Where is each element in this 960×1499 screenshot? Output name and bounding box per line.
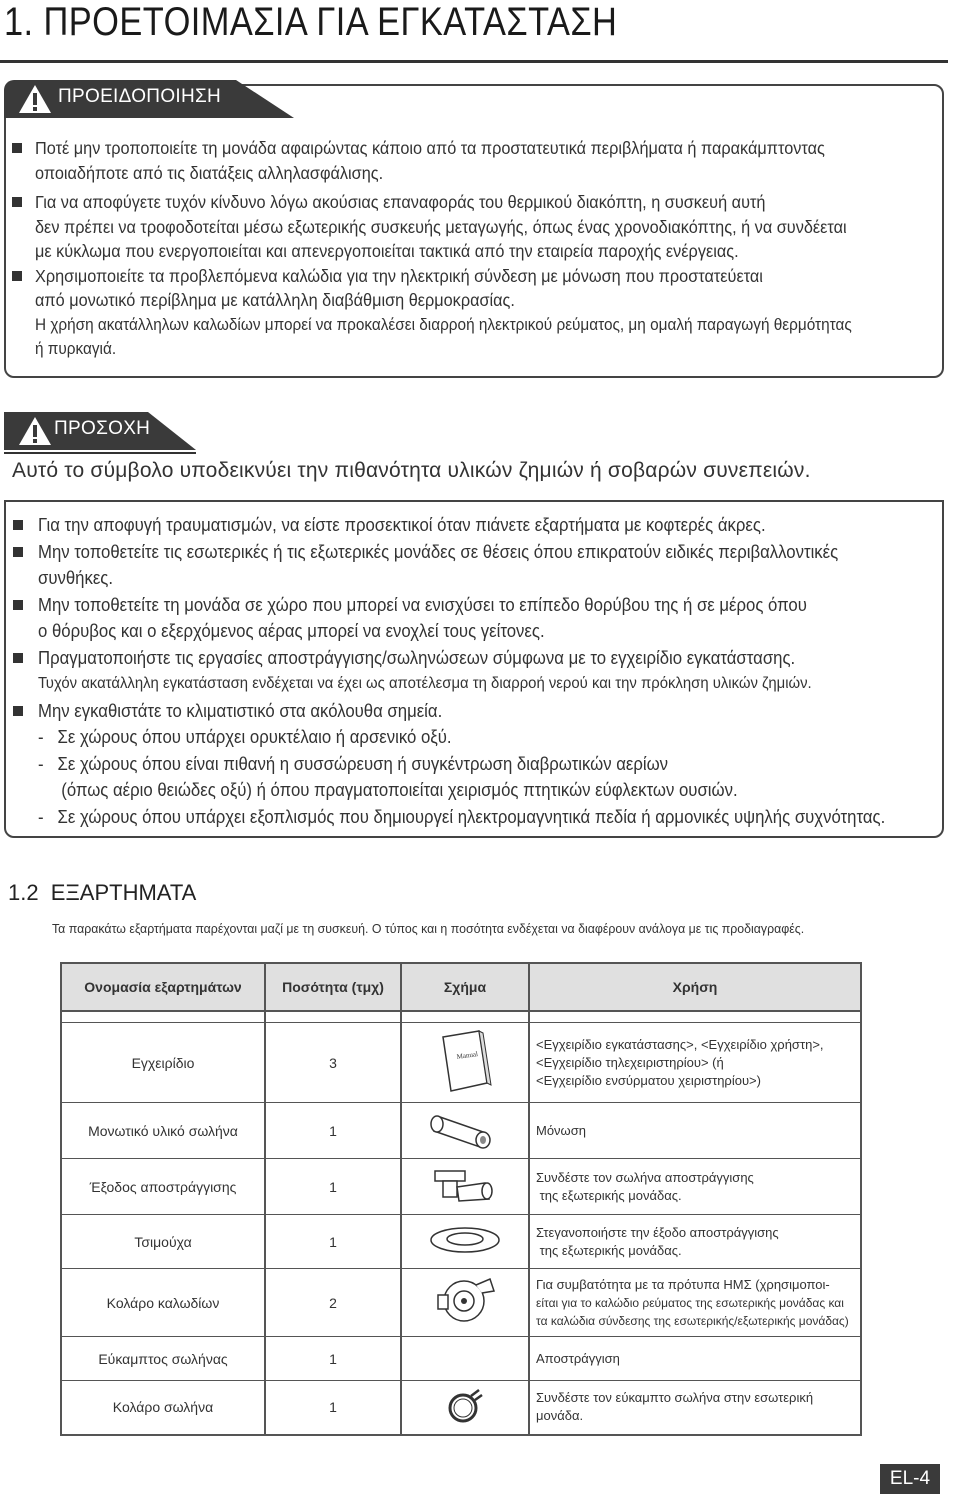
accessory-shape [401, 1269, 529, 1337]
accessory-use: Στεγανοποιήστε την έξοδο αποστράγγισης της εξωτερικής μονάδας. [529, 1215, 861, 1269]
page-title: 1. ΠΡΟΕΤΟΙΜΑΣΙΑ ΓΙΑ ΕΓΚΑΤΑΣΤΑΣΗ [4, 0, 618, 44]
square-bullet-icon [13, 600, 23, 610]
accessory-qty: 1 [265, 1381, 401, 1435]
table-row [61, 1159, 861, 1215]
warning-item: Για να αποφύγετε τυχόν κίνδυνο λόγω ακούσιας επαναφοράς του θερμικού διακόπτη, η συσκευή αυτή δεν πρέπει να τροφοδοτείται μέσω εξωτερικής συσκευής μεταγωγής, όπως ένας χρονοδιακόπτης, ή να συνδέεται με κύκλωμα που ενεργοποιείται και απενεργοποιείται τακτικά από την εταιρεία παροχής ενέργειας. [35, 190, 935, 264]
accessory-qty: 1 [265, 1215, 401, 1269]
square-bullet-icon [12, 143, 22, 153]
square-bullet-icon [13, 547, 23, 557]
accessory-shape [401, 1381, 529, 1435]
accessory-use: Συνδέστε τον σωλήνα αποστράγγισης της εξωτερικής μονάδας. [529, 1159, 861, 1215]
drain-outlet-icon [429, 1161, 501, 1209]
square-bullet-icon [13, 653, 23, 663]
table-row [61, 1103, 861, 1159]
caution-item: Μην τοποθετείτε τις εσωτερικές ή τις εξωτερικές μονάδες σε θέσεις όπου επικρατούν ειδικές περιβαλλοντικές συνθήκες. [38, 539, 938, 592]
column-header: Ονομασία εξαρτημάτων [61, 963, 265, 1011]
accessory-shape [401, 1023, 529, 1103]
accessory-use: Για συμβατότητα με τα πρότυπα ΗΜΣ (χρησιμοποι- είται για το καλώδιο ρεύματος της εσωτερικής μονάδας και τα καλώδια σύνδεσης της εσωτερικής/εξωτερικής μονάδας) [529, 1269, 861, 1337]
accessory-use: Συνδέστε τον εύκαμπτο σωλήνα στην εσωτερική μονάδα. [529, 1381, 861, 1435]
caution-underline [4, 452, 196, 454]
caution-label: ΠΡΟΣΟΧΗ [54, 418, 151, 439]
square-bullet-icon [12, 271, 22, 281]
accessory-use: Μόνωση [529, 1103, 861, 1159]
warning-item: Ποτέ μην τροποποιείτε τη μονάδα αφαιρώντας κάποιο από τα προστατευτικά περιβλήματα ή παρακάμπτοντας οποιαδήποτε από τις διατάξεις αλληλασφάλισης. [35, 136, 935, 185]
accessory-name: Τσιμούχα [61, 1215, 265, 1269]
warning-item: Χρησιμοποιείτε τα προβλεπόμενα καλώδια για την ηλεκτρική σύνδεση με μόνωση που προστατεύεται από μονωτικό περίβλημα με κατάλληλη διαβάθμιση θερμοκρασίας. Η χρήση ακατάλληλων καλωδίων μπορεί να προκαλέσει διαρροή ηλεκτρικού ρεύματος, μη ομαλή παραγωγή θερμότητας ή πυρκαγιά. [35, 264, 935, 362]
column-header: Χρήση [529, 963, 861, 1011]
accessory-name: Κολάρο σωλήνα [61, 1381, 265, 1435]
insulation-tube-icon [430, 1109, 500, 1149]
accessory-name: Εγχειρίδιο [61, 1023, 265, 1103]
hose-clamp-icon [445, 1386, 485, 1426]
accessory-name: Εύκαμπτος σωλήνας [61, 1337, 265, 1381]
accessory-name: Έξοδος αποστράγγισης [61, 1159, 265, 1215]
accessory-shape [401, 1103, 529, 1159]
accessories-note: Τα παρακάτω εξαρτήματα παρέχονται μαζί με τη συσκευή. Ο τύπος και η ποσότητα ενδέχεται να διαφέρουν ανάλογα με τις προδιαγραφές. [52, 921, 805, 936]
accessory-qty: 1 [265, 1103, 401, 1159]
warning-label: ΠΡΟΕΙΔΟΠΟΙΗΣΗ [58, 86, 222, 107]
table-row [61, 1381, 861, 1435]
caution-symbol-note: Αυτό το σύμβολο υποδεικνύει την πιθανότητα υλικών ζημιών ή σοβαρών συνεπειών. [12, 459, 811, 482]
warning-list [35, 136, 935, 362]
caution-triangle-icon [18, 416, 52, 446]
accessories-table [60, 962, 862, 1436]
manual-icon [435, 1029, 495, 1093]
caution-item: Μην εγκαθιστάτε το κλιματιστικό στα ακόλουθα σημεία. - Σε χώρους όπου υπάρχει ορυκτέλαιο ή αρσενικό οξύ. - Σε χώρους όπου είναι πιθανή η συσσώρευση ή συγκέντρωση διαβρωτικών αερίων (όπως αέριο θειώδες οξύ) ή όπου πραγματοποιείται χειρισμός πτητικών εύφλεκτων ουσιών. - Σε χώρους όπου υπάρχει εξοπλισμός που δημιουργεί ηλεκτρομαγνητικά πεδία ή αρμονικές υψηλής συχνότητας. [38, 698, 938, 831]
caution-list [38, 512, 938, 830]
accessories-heading: 1.2 ΕΞΑΡΤΗΜΑΤΑ [8, 880, 197, 905]
table-row [61, 1023, 861, 1103]
table-header-row [61, 963, 861, 1011]
table-row [61, 1215, 861, 1269]
accessory-name: Μονωτικό υλικό σωλήνα [61, 1103, 265, 1159]
square-bullet-icon [12, 197, 22, 207]
square-bullet-icon [13, 706, 23, 716]
caution-item: Πραγματοποιήστε τις εργασίες αποστράγγισης/σωληνώσεων σύμφωνα με το εγχειρίδιο εγκατάστασης. Τυχόν ακατάλληλη εγκατάσταση ενδέχεται να έχει ως αποτέλεσμα τη διαρροή νερού και την πρόκληση υλικών ζημιών. [38, 645, 938, 698]
square-bullet-icon [13, 520, 23, 530]
warning-triangle-icon [18, 84, 52, 114]
title-rule [0, 60, 948, 63]
cable-clamp-icon [430, 1271, 500, 1331]
page-number: EL-4 [880, 1464, 940, 1494]
gasket-icon [425, 1223, 505, 1257]
table-row [61, 1337, 861, 1381]
accessory-shape [401, 1159, 529, 1215]
accessory-name: Κολάρο καλωδίων [61, 1269, 265, 1337]
accessory-qty: 1 [265, 1337, 401, 1381]
accessory-use: Αποστράγγιση [529, 1337, 861, 1381]
column-header: Ποσότητα (τμχ) [265, 963, 401, 1011]
accessory-use: <Εγχειρίδιο εγκατάστασης>, <Εγχειρίδιο χρήστη>, <Εγχειρίδιο τηλεχειριστηρίου> (ή <Εγχειρίδιο ενσύρματου χειριστηρίου>) [529, 1023, 861, 1103]
caution-banner [4, 412, 196, 450]
column-header: Σχήμα [401, 963, 529, 1011]
table-row [61, 1269, 861, 1337]
accessory-shape [401, 1337, 529, 1381]
caution-item: Μην τοποθετείτε τη μονάδα σε χώρο που μπορεί να ενισχύσει το επίπεδο θορύβου της ή σε μέρος όπου ο θόρυβος και ο εξερχόμενος αέρας μπορεί να ενοχλεί τους γείτονες. [38, 592, 938, 645]
accessory-qty: 3 [265, 1023, 401, 1103]
warning-banner [4, 80, 294, 118]
caution-item: Για την αποφυγή τραυματισμών, να είστε προσεκτικοί όταν πιάνετε εξαρτήματα με κοφτερές άκρες. [38, 512, 938, 539]
accessory-qty: 2 [265, 1269, 401, 1337]
accessory-shape [401, 1215, 529, 1269]
svg-text:Manual: Manual [456, 1050, 479, 1061]
accessory-qty: 1 [265, 1159, 401, 1215]
